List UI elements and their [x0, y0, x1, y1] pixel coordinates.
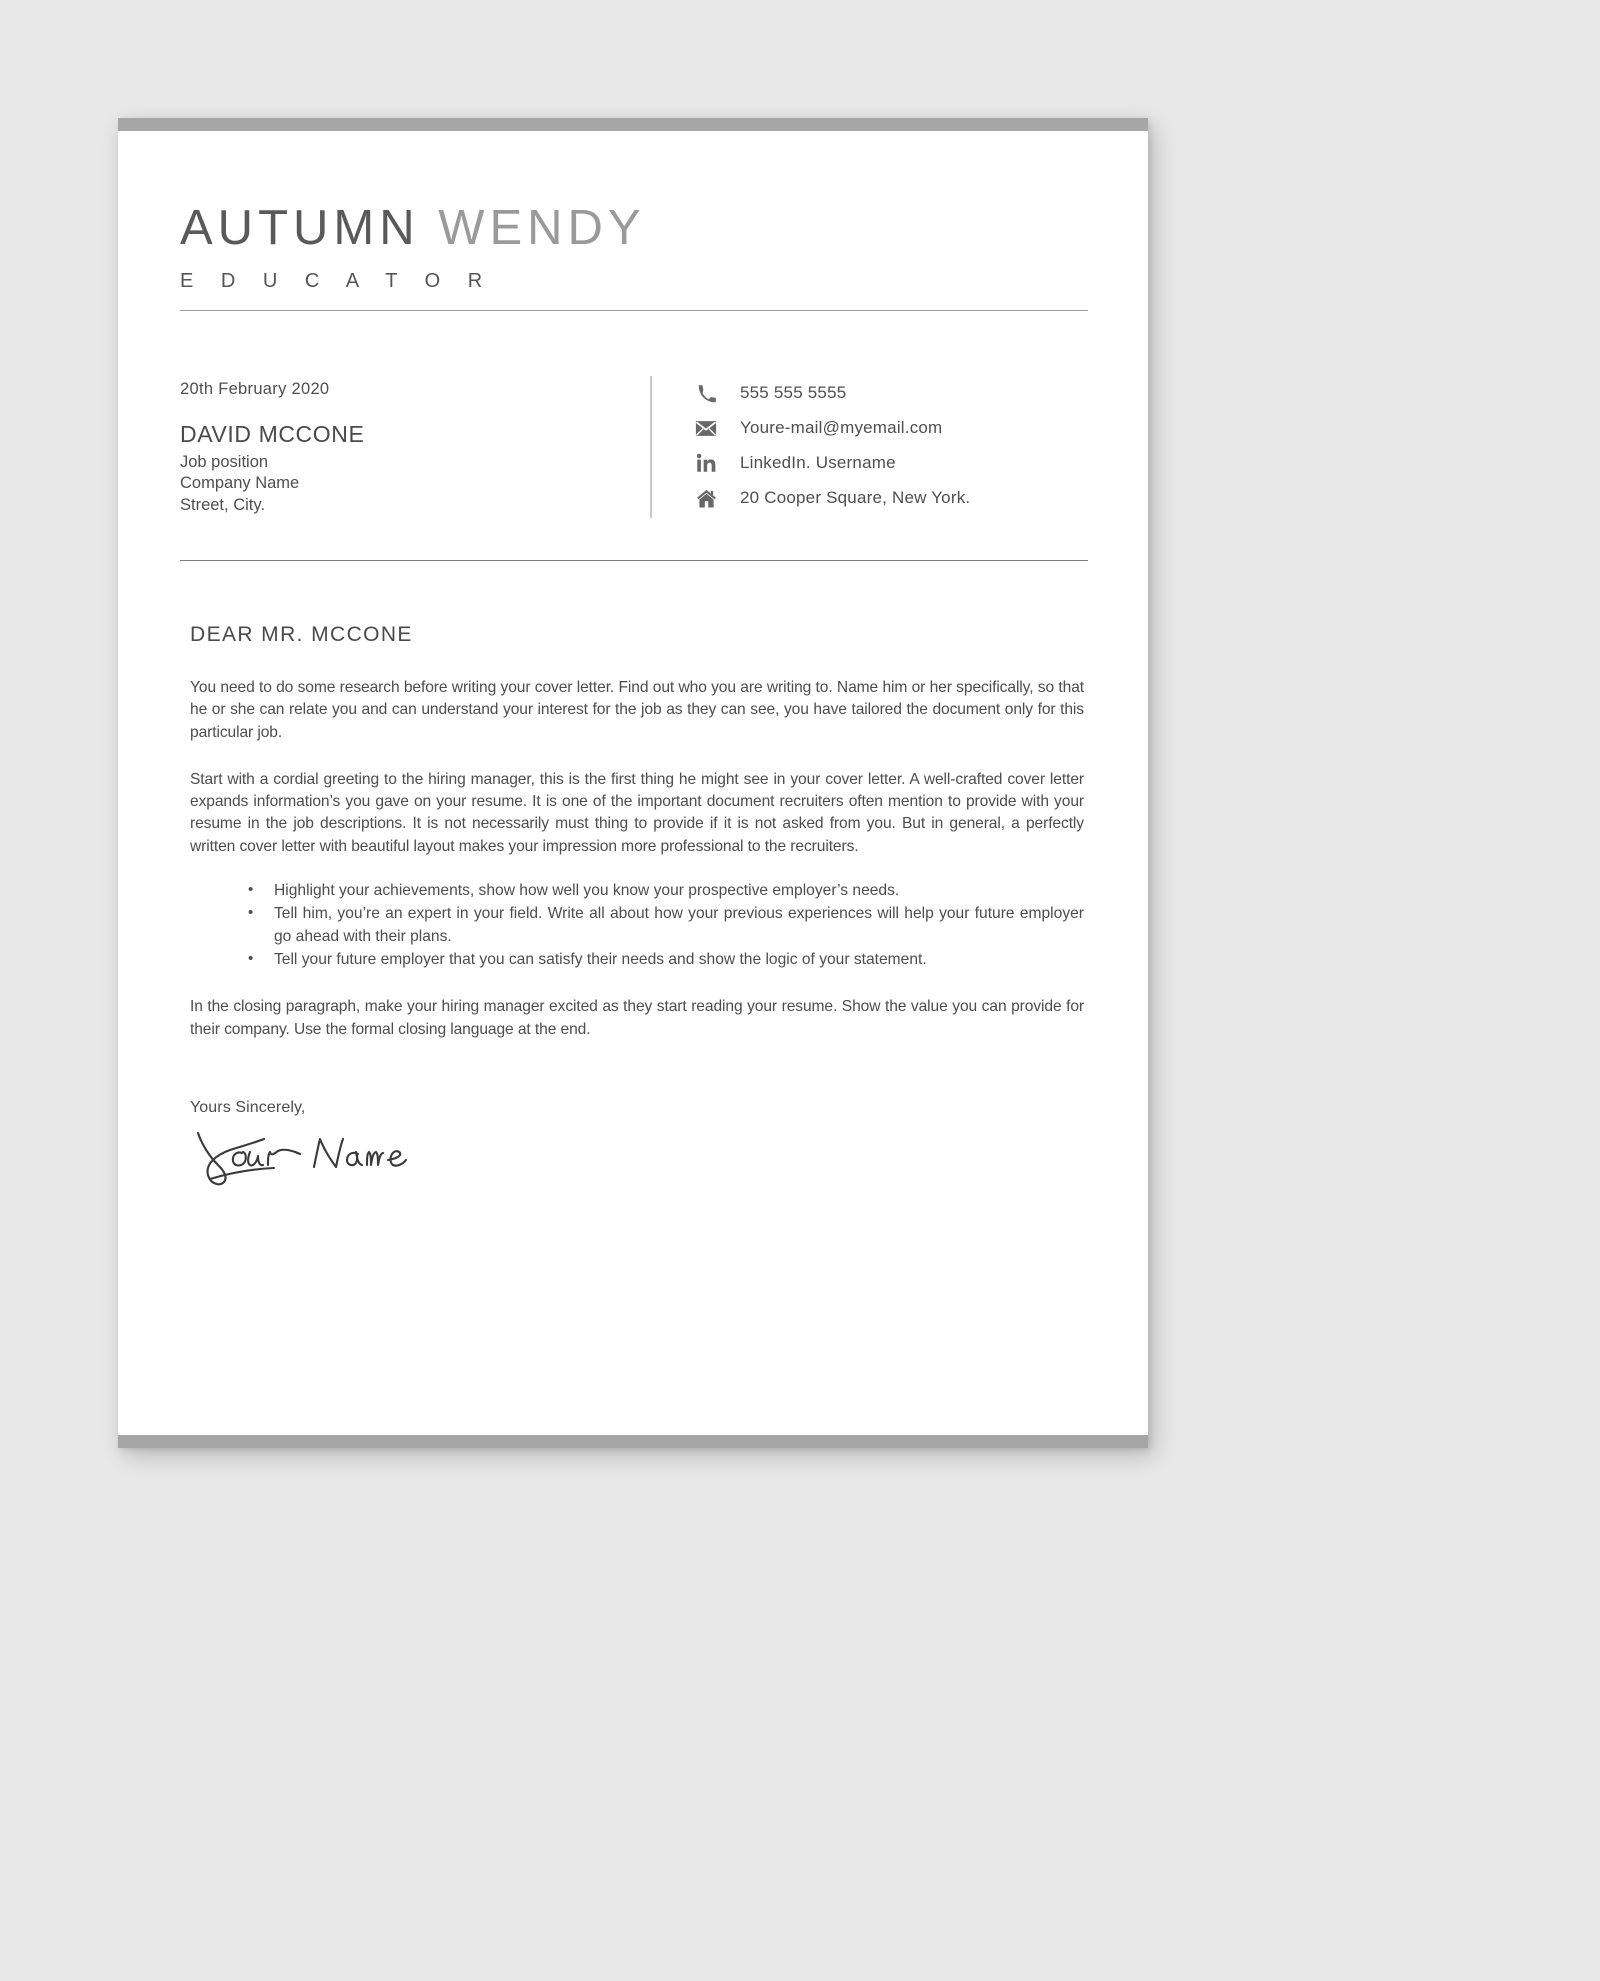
- body-paragraph-2: Start with a cordial greeting to the hiring manager, this is the first thing he might see in your cover letter. A well-crafted cover letter expands information’s you gave on your resume. It is one of the important document recruiters often mention to provide with your resume in the job descriptions. It is not necessarily must thing to provide if it is not asked from you. But in general, a perfectly written cover letter with beautiful layout makes your impression more professional to the recruiters.: [190, 770, 1084, 855]
- contact-email-value: Youre-mail@myemail.com: [740, 418, 943, 437]
- document-page: [118, 118, 1148, 1448]
- signature: [190, 1123, 1084, 1193]
- body-paragraph-1: You need to do some research before writing your cover letter. Find out who you are writing to. Name him or her specifically, so that he or she can relate you and can understand your interest for the job as they can see, you have tailored the document only for this particular job.: [190, 679, 1084, 741]
- recipient-address-block: [180, 452, 650, 516]
- contact-item-phone[interactable]: [692, 376, 970, 410]
- recipient-company: Company Name: [180, 474, 300, 493]
- contact-item-email[interactable]: [692, 411, 970, 445]
- recipient-name: DAVID MCCONE: [180, 421, 365, 447]
- page-bottom-accent-bar: [118, 1435, 1148, 1448]
- first-name: AUTUMN: [180, 201, 420, 255]
- tips-list: [190, 880, 1084, 971]
- contact-item-linkedin[interactable]: [692, 446, 970, 480]
- body-divider: [180, 560, 1088, 561]
- contact-phone-value: 555 555 5555: [740, 383, 847, 402]
- job-title: E D U C A T O R: [180, 270, 494, 293]
- letter-date: 20th February 2020: [180, 380, 330, 398]
- contact-list: [650, 376, 970, 518]
- contact-address-value: 20 Cooper Square, New York.: [740, 488, 971, 507]
- letterhead-header: [180, 203, 1088, 311]
- list-item: • Tell him, you’re an expert in your field. Write all about how your previous experiences will help your future employer go ahead with their plans.: [248, 903, 1084, 948]
- salutation: DEAR MR. MCCONE: [190, 623, 413, 646]
- page-top-accent-bar: [118, 118, 1148, 131]
- full-name: [180, 203, 1088, 254]
- recipient-address: Street, City.: [180, 495, 265, 514]
- header-divider: [180, 310, 1088, 311]
- envelope-icon: [692, 420, 720, 437]
- list-item: • Tell your future employer that you can satisfy their needs and show the logic of your statement.: [248, 949, 1084, 971]
- contact-linkedin-value: LinkedIn. Username: [740, 453, 896, 472]
- home-icon: [692, 488, 720, 509]
- recipient-block: [180, 376, 650, 518]
- closing-salutation: Yours Sincerely,: [190, 1098, 306, 1116]
- linkedin-icon: [692, 453, 720, 473]
- meta-row: [180, 376, 1088, 518]
- letter-body: [190, 623, 1084, 1193]
- last-name: WENDY: [438, 201, 646, 255]
- phone-icon: [692, 384, 720, 403]
- body-paragraph-3: In the closing paragraph, make your hiring manager excited as they start reading your resume. Show the value you can provide for their company. Use the formal closing language at the end.: [190, 998, 1084, 1038]
- list-item: • Highlight your achievements, show how well you know your prospective employer’s needs.: [248, 880, 1084, 902]
- contact-item-address[interactable]: [692, 481, 970, 515]
- page-content-area: [118, 131, 1148, 1435]
- recipient-job-position: Job position: [180, 453, 269, 471]
